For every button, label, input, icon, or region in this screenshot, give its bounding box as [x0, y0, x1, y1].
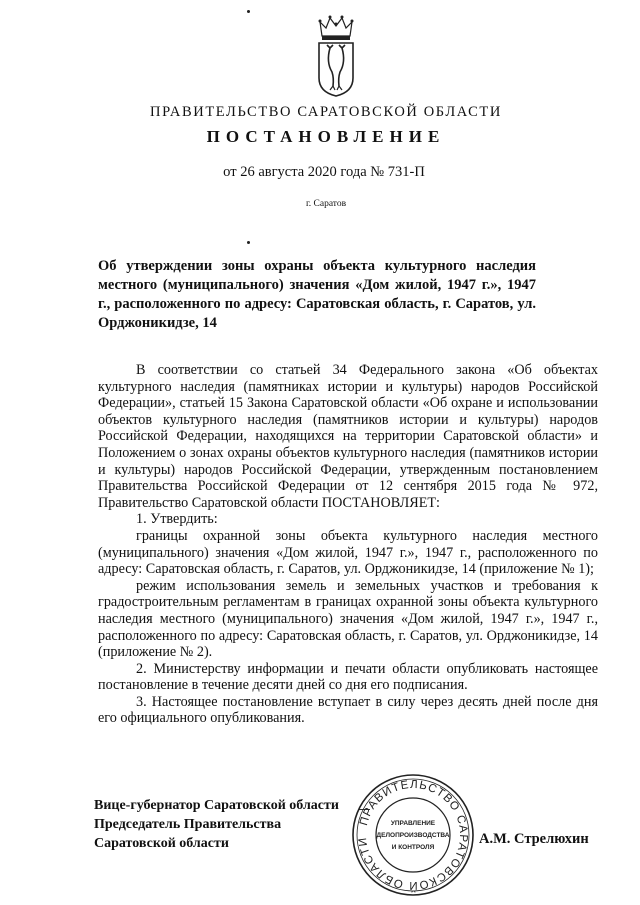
document-date-number: от 26 августа 2020 года № 731-П [223, 164, 425, 180]
document-subject: Об утверждении зоны охраны объекта культурного наследия местного (муниципального) значения «Дом жилой, 1947 г.», 1947 г., расположенного по адресу: Саратовская область, г. Саратов, ул. Орджоникидзе, 14 [98, 258, 536, 331]
stamp-inner-line-3: И КОНТРОЛЯ [391, 844, 435, 851]
official-stamp [350, 772, 476, 898]
paragraph-item-2: 2. Министерству информации и печати области опубликовать настоящее постановление в течение десяти дней со дня его подписания. [98, 660, 598, 694]
scan-speck [247, 10, 250, 13]
document-body [98, 362, 598, 727]
paragraph-regime: режим использования земель и земельных участков и требования к градостроительным регламентам в границах охранной зоны объекта культурного наследия местного (муниципального) значения «Дом жилой, 1947 г.», 1947 г., расположенного по адресу: Саратовская область, г. Саратов, ул. Орджоникидзе, 14 (приложение № 2). [98, 577, 598, 661]
paragraph-preamble: В соответствии со статьей 34 Федерального закона «Об объектах культурного наследия (памятниках истории и культуры) народов Российской Федерации», статьей 15 Закона Саратовской области «Об охране и использовании объектов культурного наследия (памятников истории и культуры) народов Российской Федерации, находящихся на территории Саратовской области» и Положением о зонах охраны объектов культурного наследия (памятников истории и культуры) народов Российской Федерации, утвержденным постановлением Правительства Российской Федерации от 12 сентября 2015 года № 972, Правительство Саратовской области ПОСТАНОВЛЯЕТ: [98, 362, 598, 511]
signatory-name: А.М. Стрелюхин [479, 831, 589, 847]
paragraph-item-3: 3. Настоящее постановление вступает в силу через десять дней после дня его официального опубликования. [98, 693, 598, 727]
signatory-line-1: Вице-губернатор Саратовской области [94, 798, 339, 813]
signatory-line-2: Председатель Правительства [94, 817, 282, 832]
stamp-inner-line-1: УПРАВЛЕНИЕ [390, 820, 436, 827]
coat-of-arms-emblem [314, 12, 358, 98]
government-name: ПРАВИТЕЛЬСТВО САРАТОВСКОЙ ОБЛАСТИ [150, 104, 502, 120]
document-type: ПОСТАНОВЛЕНИЕ [206, 127, 446, 146]
scan-speck [247, 241, 250, 244]
stamp-inner-line-2: ДЕЛОПРОИЗВОДСТВА [376, 832, 450, 839]
document-city: г. Саратов [305, 199, 347, 209]
paragraph-item-1: 1. Утвердить: [136, 511, 218, 528]
signatory-line-3: Саратовской области [94, 836, 229, 851]
stamp-ring-text: ПРАВИТЕЛЬСТВО САРАТОВСКОЙ ОБЛАСТИ [356, 778, 470, 892]
signatory-position [94, 796, 339, 853]
paragraph-boundaries: границы охранной зоны объекта культурного наследия местного (муниципального) значения «Дом жилой, 1947 г.», 1947 г., расположенного по адресу: Саратовская область, г. Саратов, ул. Орджоникидзе, 14 (приложение № 1); [98, 527, 598, 578]
